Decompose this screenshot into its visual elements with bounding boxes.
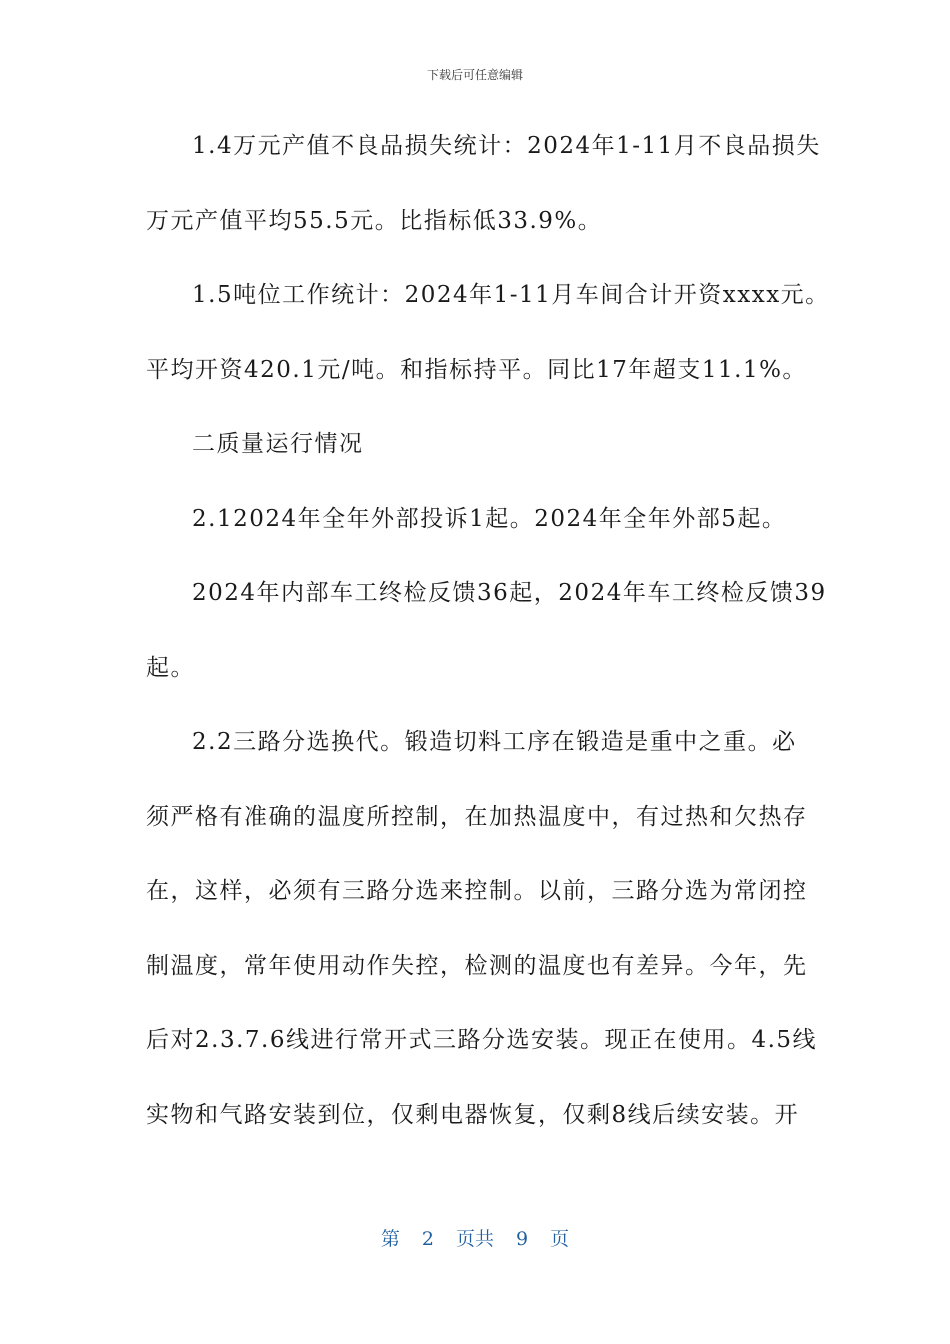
paragraph-line: 实物和气路安装到位，仅剩电器恢复，仅剩8线后续安装。开	[146, 1101, 800, 1128]
page-label-suffix: 页	[550, 1228, 570, 1250]
page-total: 9	[516, 1228, 529, 1250]
header-note: 下载后可任意编辑	[426, 68, 523, 82]
paragraph-line: 1.4万元产值不良品损失统计：2024年1-11月不良品损失	[192, 133, 821, 159]
paragraph-line: 2.12024年全年外部投诉1起。2024年全年外部5起。	[192, 505, 787, 532]
paragraph-line: 须严格有准确的温度所控制，在加热温度中，有过热和欠热存	[146, 803, 808, 830]
paragraph-line: 万元产值平均55.5元。比指标低33.9%。	[146, 207, 603, 234]
page-number-footer	[0, 1224, 950, 1251]
paragraph-line: 2.2三路分选换代。锻造切料工序在锻造是重中之重。必	[192, 729, 797, 755]
section-heading: 二质量运行情况	[192, 431, 364, 457]
document-body	[146, 124, 830, 1167]
page-label-mid: 页共	[455, 1228, 494, 1250]
paragraph-line: 平均开资420.1元/吨。和指标持平。同比17年超支11.1%。	[146, 356, 807, 383]
paragraph-line: 后对2.3.7.6线进行常开式三路分选安装。现正在使用。4.5线	[146, 1027, 818, 1053]
page-label-prefix: 第	[380, 1228, 400, 1250]
paragraph-line: 在，这样，必须有三路分选来控制。以前，三路分选为常闭控	[146, 878, 808, 904]
paragraph-line: 起。	[146, 654, 195, 681]
paragraph-line: 2024年内部车工终检反馈36起，2024年车工终检反馈39	[192, 580, 827, 606]
paragraph-line: 制温度，常年使用动作失控，检测的温度也有差异。今年，先	[146, 952, 808, 979]
page-current: 2	[421, 1228, 434, 1250]
paragraph-line: 1.5吨位工作统计：2024年1-11月车间合计开资xxxx元。	[192, 282, 830, 308]
